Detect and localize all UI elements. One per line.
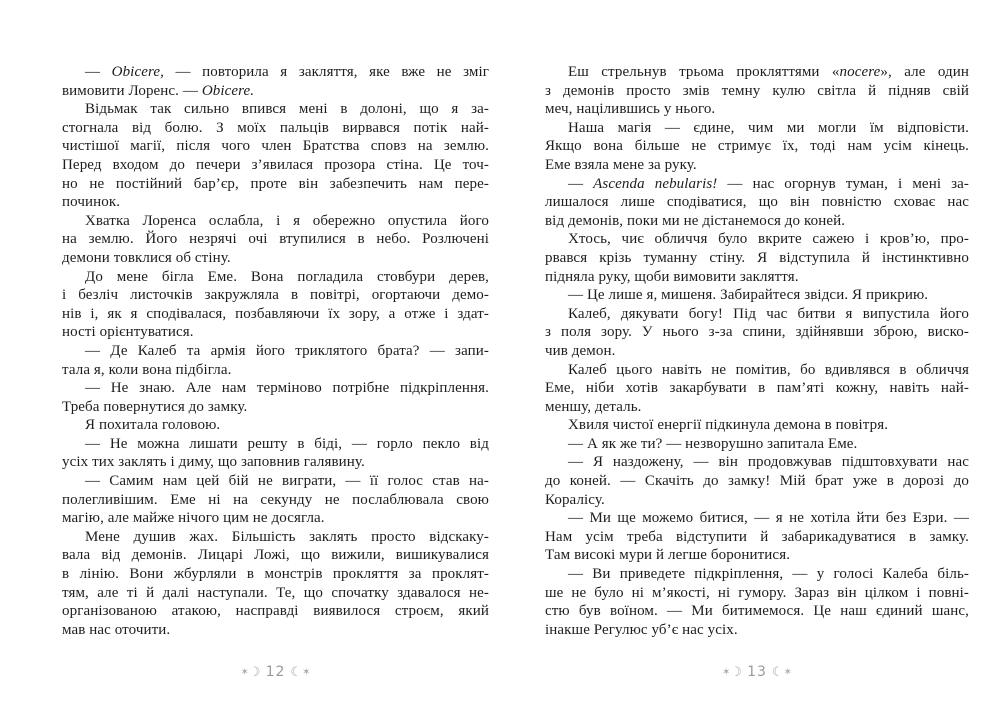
text-line: Хвиля чистої енергії підкинула демона в повітря. bbox=[568, 417, 889, 434]
book-page-right bbox=[545, 63, 970, 680]
paragraph bbox=[545, 509, 969, 565]
text-line: чив демон. bbox=[545, 342, 616, 359]
text-line: усіх тих заклять і диму, що заповнив галявину. bbox=[62, 454, 365, 471]
text-line: Там високі мури й легше боронитися. bbox=[545, 547, 791, 564]
crescent-moon-icon: ☽ bbox=[248, 665, 261, 680]
text-line: но не постійний бар’єр, проте він забезпечить нам пере- bbox=[62, 175, 489, 192]
crescent-moon-icon: ☽ bbox=[730, 665, 743, 680]
page-footer bbox=[545, 661, 969, 680]
text-line: стогнала від болю. З моїх пальців вирвався потік най- bbox=[62, 119, 489, 136]
text-line: — Це лише я, мишеня. Забирайтеся звідси. Я прикрию. bbox=[568, 287, 929, 304]
text-line: магію, але майже нічого цим не досягла. bbox=[62, 510, 325, 527]
paragraph bbox=[62, 63, 489, 100]
paragraph bbox=[545, 230, 969, 286]
text-line: рвався крізь туманну стіну. Я відступила й інстинктивно bbox=[545, 249, 969, 266]
text-line: від демонів, поки ми не дістанемося до коней. bbox=[545, 212, 846, 229]
text-line: До мене бігла Еме. Вона погладила стовбури дерев, bbox=[85, 268, 489, 285]
crescent-moon-icon: ☾ bbox=[290, 665, 303, 680]
paragraph bbox=[62, 100, 489, 212]
text-line: з демонів просто змів темну кулю світла й підняв свій bbox=[545, 82, 969, 99]
text-line: Хтось, чиє обличчя було вкрите сажею і кров’ю, про- bbox=[568, 231, 969, 248]
paragraph bbox=[62, 268, 489, 342]
text-line: стю був воїном. — Ми битимемося. Це наш єдиний шанс, bbox=[545, 603, 969, 620]
text-line: меч, націлившись у нього. bbox=[545, 101, 716, 118]
text-line: — Де Калеб та армія його триклятого брата? — запи- bbox=[85, 342, 489, 359]
paragraph bbox=[62, 472, 489, 528]
text-line: вимовити Лоренс. — Obicere. bbox=[62, 82, 255, 99]
page-footer bbox=[62, 661, 489, 680]
paragraph bbox=[62, 435, 489, 472]
text-line: Хватка Лоренса ослабла, і я обережно опустила його bbox=[85, 212, 489, 229]
text-line: — Ascenda nebularis! — нас огорнув туман, і мені за- bbox=[568, 175, 970, 192]
star-icon: ✶ bbox=[783, 667, 792, 678]
page-text bbox=[62, 63, 489, 639]
text-line: чистішої магії, після чого член Братства сповз на землю. bbox=[62, 138, 489, 155]
paragraph bbox=[545, 453, 969, 509]
text-line: — Не знаю. Але нам терміново потрібне підкріплення. bbox=[85, 380, 489, 397]
text-line: Еме взяла мене за руку. bbox=[545, 156, 697, 173]
text-line: Треба повернутися до замку. bbox=[62, 398, 248, 415]
paragraph bbox=[545, 435, 969, 454]
text-line: починок. bbox=[62, 194, 121, 211]
text-line: — Не можна лишати решту в біді, — горло пекло від bbox=[85, 435, 489, 452]
text-line: Калеб цього навіть не помітив, бо вдивлявся в обличчя bbox=[568, 361, 969, 378]
text-line: Перед входом до печери з’явилася прозора стіна. Це точ- bbox=[62, 156, 489, 173]
text-line: нів і, як я сподівалася, позбавляючи їх зору, а отже і здат- bbox=[62, 305, 489, 322]
paragraph bbox=[62, 528, 489, 640]
paragraph bbox=[545, 63, 969, 119]
book-page-left bbox=[62, 63, 490, 680]
paragraph bbox=[545, 565, 969, 639]
text-line: Відьмак так сильно впився мені в долоні, що я за- bbox=[85, 101, 489, 118]
text-line: Калеб, дякувати богу! Під час битви я випустила його bbox=[568, 305, 969, 322]
paragraph bbox=[62, 342, 489, 379]
text-line: ності орієнтуватися. bbox=[62, 324, 194, 341]
text-line: — Я наздожену, — він продовжував підштовхувати нас bbox=[568, 454, 969, 471]
text-line: ше не було ні м’якості, ні гумору. Зараз він цілком і повні- bbox=[545, 584, 969, 601]
page-number: 13 bbox=[747, 664, 767, 680]
text-line: підняла руку, щоби вимовити закляття. bbox=[545, 268, 799, 285]
star-icon: ✶ bbox=[240, 667, 249, 678]
text-line: Мене душив жах. Більшість заклять просто відскаку- bbox=[85, 528, 489, 545]
paragraph bbox=[545, 305, 969, 361]
text-line: тям, але ті й далі наступали. Те, що спочатку здавалося не- bbox=[62, 584, 489, 601]
text-line: — Самим нам цей бій не виграти, — її голос став на- bbox=[85, 473, 489, 490]
text-line: вала від демонів. Лицарі Ложі, що вижили, вишикувалися bbox=[62, 547, 489, 564]
text-line: полегливішим. Еме ні на секунду не послаблювала свою bbox=[62, 491, 489, 508]
text-line: мав нас оточити. bbox=[62, 621, 171, 638]
paragraph bbox=[62, 212, 489, 268]
paragraph bbox=[62, 416, 489, 435]
text-line: Нам усім треба відступити й забарикадуватися в замку. bbox=[545, 528, 969, 545]
star-icon: ✶ bbox=[302, 667, 311, 678]
text-line: з поля зору. У нього з-за спини, здійнявши зброю, виско- bbox=[545, 324, 969, 341]
paragraph bbox=[62, 379, 489, 416]
paragraph bbox=[545, 416, 969, 435]
text-line: і безліч листочків закружляла в повітрі, огортаючи демо- bbox=[62, 287, 489, 304]
paragraph bbox=[545, 286, 969, 305]
text-line: — А як же ти? — незворушно запитала Еме. bbox=[568, 435, 858, 452]
text-line: Наша магія — єдине, чим ми могли їм відповісти. bbox=[568, 119, 969, 136]
text-line: в лінію. Вони жбурляли в монстрів прокляття за проклят- bbox=[62, 566, 489, 583]
page-number: 12 bbox=[265, 664, 286, 680]
text-line: демони товклися об стіну. bbox=[62, 249, 231, 266]
paragraph bbox=[545, 175, 969, 231]
text-line: тала я, коли вона підбігла. bbox=[62, 361, 232, 378]
star-icon: ✶ bbox=[722, 667, 731, 678]
text-line: до коней. — Скачіть до замку! Мій брат уже в дорозі до bbox=[545, 473, 969, 490]
text-line: Еш стрельнув трьома прокляттями «nocere», але один bbox=[568, 64, 970, 80]
crescent-moon-icon: ☾ bbox=[771, 665, 784, 680]
page-text bbox=[545, 63, 969, 639]
text-line: на землю. Його незрячі очі втупилися в небо. Розлючені bbox=[62, 231, 489, 248]
text-line: — Obicere, — повторила я закляття, яке вже не зміг bbox=[85, 64, 490, 80]
paragraph bbox=[545, 361, 969, 417]
text-line: — Ви приведете підкріплення, — у голосі Калеба біль- bbox=[568, 566, 969, 583]
text-line: меншу, деталь. bbox=[545, 398, 642, 415]
text-line: інакше Регулюс уб’є нас усіх. bbox=[545, 621, 738, 638]
paragraph bbox=[545, 119, 969, 175]
text-line: Коралісу. bbox=[545, 491, 605, 508]
text-line: Еме, ніби хотів закарбувати в пам’яті кожну, навіть най- bbox=[545, 380, 969, 397]
text-line: Я похитала головою. bbox=[85, 417, 221, 434]
text-line: організованою атакою, насправді виявилося строєм, який bbox=[62, 603, 489, 620]
text-line: — Ми ще можемо битися, — я не хотіла йти без Езри. — bbox=[568, 510, 969, 527]
text-line: Якщо вона більше не стримує їх, тоді нам усім кінець. bbox=[545, 138, 969, 155]
text-line: лишалося лише сподіватися, що він повністю сховає нас bbox=[545, 194, 969, 211]
